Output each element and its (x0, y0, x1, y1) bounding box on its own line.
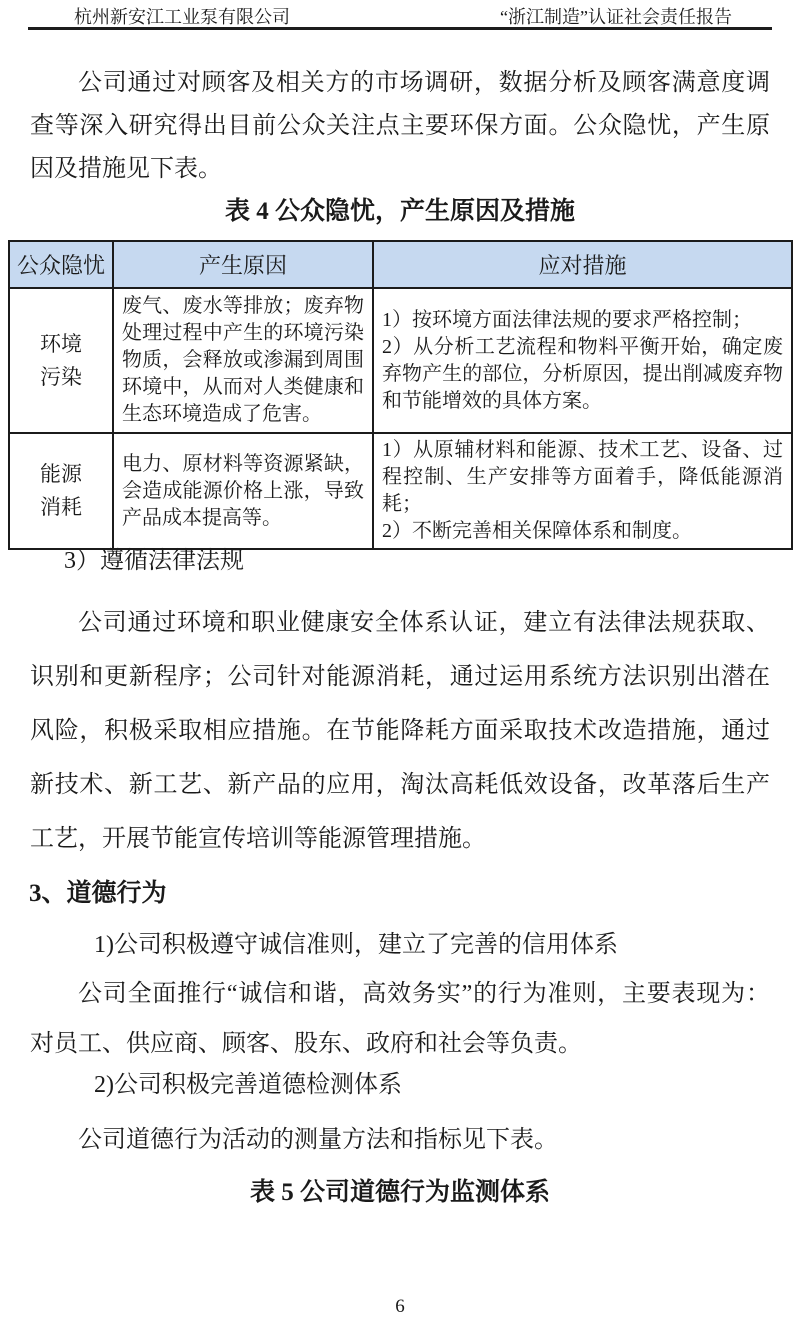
law-paragraph: 公司通过环境和职业健康安全体系认证，建立有法律法规获取、识别和更新程序；公司针对能源消耗，通过运用系统方法识别出潜在风险，积极采取相应措施。在节能降耗方面采取技术改造措施，通过新技术、新工艺、新产品的应用，淘汰高耗低效设备，改革落后生产工艺，开展节能宣传培训等能源管理措施。 (30, 610, 770, 852)
ethics-item-1: 1)公司积极遵守诚信准则，建立了完善的信用体系 (94, 932, 618, 958)
header-rule (28, 27, 772, 30)
header-company-name: 杭州新安江工业泵有限公司 (74, 7, 290, 27)
table4-public-concerns (8, 240, 793, 550)
concern-text: 能源消耗 (40, 462, 82, 519)
ethics-paragraph-2: 公司道德行为活动的测量方法和指标见下表。 (78, 1127, 558, 1153)
cause-cell: 电力、原材料等资源紧缺，会造成能源价格上涨，导致产品成本提高等。 (113, 433, 373, 549)
ethics-heading: 3、道德行为 (29, 880, 167, 907)
measure-item: 1）按环境方面法律法规的要求严格控制； (382, 308, 752, 331)
measure-item: 2）不断完善相关保障体系和制度。 (382, 520, 692, 542)
page-number: 6 (395, 1296, 405, 1317)
table4-row-energy (9, 433, 792, 549)
table4-col-concern: 公众隐忧 (9, 241, 113, 288)
table4-row-environment (9, 288, 792, 433)
table5-title: 表 5 公司道德行为监测体系 (249, 1179, 550, 1206)
header-report-title: “浙江制造”认证社会责任报告 (500, 7, 732, 27)
concern-cell (9, 288, 113, 433)
table4-col-measures: 应对措施 (373, 241, 792, 288)
measures-cell (373, 288, 792, 433)
measure-item: 2）从分析工艺流程和物料平衡开始，确定废弃物产生的部位，分析原因，提出削减废弃物和节能增效的具体方案。 (382, 335, 783, 412)
ethics-creed-paragraph: 公司全面推行“诚信和谐，高效务实”的行为准则，主要表现为：对员工、供应商、顾客、股东、政府和社会等负责。 (30, 981, 770, 1057)
measures-cell (373, 433, 792, 549)
ethics-item-2: 2)公司积极完善道德检测体系 (94, 1072, 402, 1098)
concern-text: 环境污染 (40, 331, 82, 389)
intro-paragraph: 公司通过对顾客及相关方的市场调研，数据分析及顾客满意度调查等深入研究得出目前公众关注点主要环保方面。公众隐忧，产生原因及措施见下表。 (30, 70, 770, 182)
measure-item: 1）从原辅材料和能源、技术工艺、设备、过程控制、生产安排等方面着手，降低能源消耗； (382, 439, 783, 515)
table4-title: 表 4 公众隐忧，产生原因及措施 (224, 198, 575, 225)
law-section-item: 3）遵循法律法规 (64, 548, 244, 574)
concern-cell (9, 433, 113, 549)
table4-header-row (9, 241, 792, 288)
cause-cell: 废气、废水等排放；废弃物处理过程中产生的环境污染物质，会释放或渗漏到周围环境中，从而对人类健康和生态环境造成了危害。 (113, 288, 373, 433)
table4-col-cause: 产生原因 (113, 241, 373, 288)
